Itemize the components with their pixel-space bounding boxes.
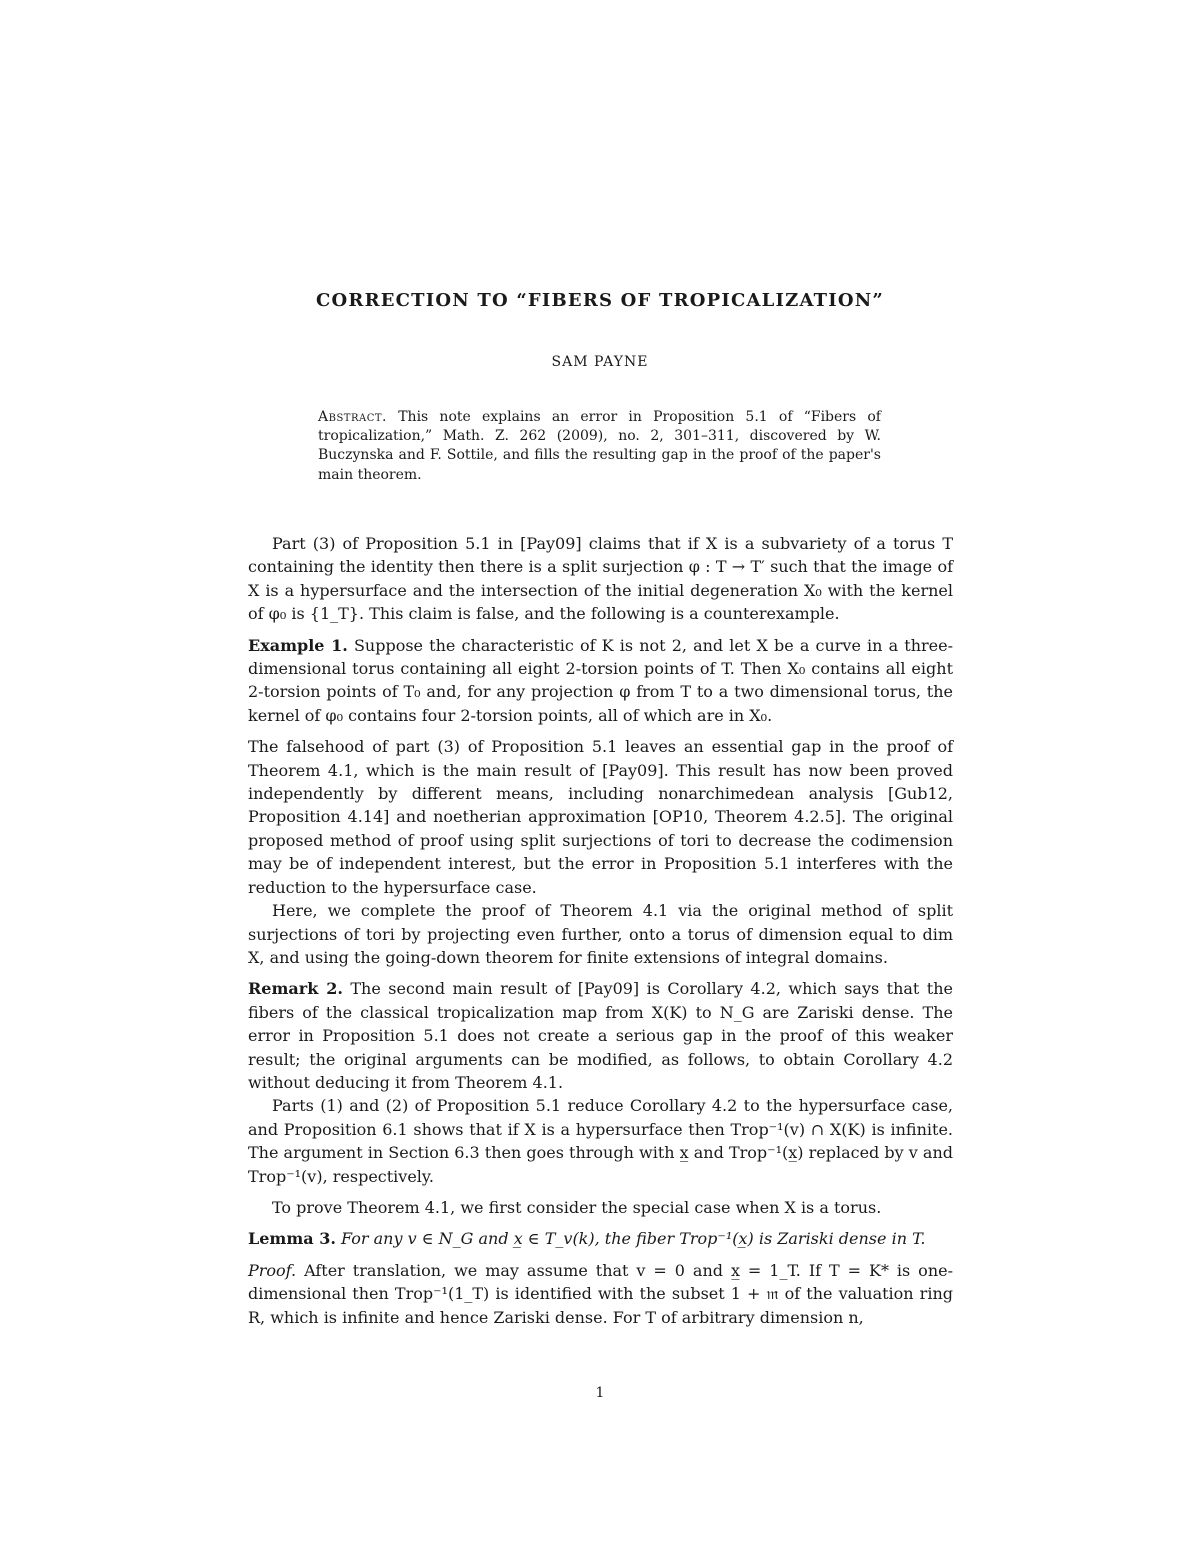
page-number: 1 xyxy=(595,1385,605,1401)
paragraph-text: Part (3) of Proposition 5.1 in [Pay09] claims that if X is a subvariety of a torus T containing the identity then there is a split surjection φ : T → T′ such that the image of X is a hypersurface and the intersection of the initial degeneration X₀ with the kernel of φ₀ is {1_T}. This claim is false, and the following is a counterexample. xyxy=(248,534,953,624)
lemma-3 xyxy=(248,1227,953,1250)
example-text: Suppose the characteristic of K is not 2, and let X be a curve in a three-dimensional torus containing all eight 2-torsion points of T. Then X₀ contains all eight 2-torsion points of T₀ and, for any projection φ from T to a two dimensional torus, the kernel of φ₀ contains four 2-torsion points, all of which are in X₀. xyxy=(248,635,954,725)
paragraph-here xyxy=(248,899,953,969)
proof xyxy=(248,1259,953,1329)
paragraph-text: Here, we complete the proof of Theorem 4.1 via the original method of split surjections of tori by projecting even further, onto a torus of dimension equal to dim X, and using the going-down theorem for finite extensions of integral domains. xyxy=(248,901,953,967)
example-label: Example 1. xyxy=(248,635,348,655)
remark-label: Remark 2. xyxy=(248,979,343,999)
abstract-text: This note explains an error in Proposition 5.1 of “Fibers of tropicalization,” Math. Z. 262 (2009), no. 2, 301–311, discovered by W. Buczynska and F. Sottile, and fills the resulting gap in the proof of the paper's main theorem. xyxy=(318,409,881,483)
lemma-label: Lemma 3. xyxy=(248,1229,336,1249)
paragraph-parts xyxy=(248,1094,953,1188)
paragraph-text: Parts (1) and (2) of Proposition 5.1 reduce Corollary 4.2 to the hypersurface case, and Proposition 6.1 shows that if X is a hypersurface then Trop⁻¹(v) ∩ X(K) is infinite. The argument in Section 6.3 then goes through with x̲ and Trop⁻¹(x̲) replaced by v and Trop⁻¹(v), respectively. xyxy=(248,1096,953,1186)
abstract-label: Abstract. xyxy=(318,409,388,425)
paragraph-to-prove xyxy=(248,1196,953,1219)
abstract xyxy=(318,408,881,485)
paper-body xyxy=(248,532,953,1329)
paragraph-text: To prove Theorem 4.1, we first consider the special case when X is a torus. xyxy=(272,1197,882,1217)
paragraph-falsehood xyxy=(248,735,953,899)
remark-2 xyxy=(248,977,953,1094)
proof-text: After translation, we may assume that v = 0 and x̲ = 1_T. If T = K* is one-dimensional then Trop⁻¹(1_T) is identified with the subset 1 + 𝔪 of the valuation ring R, which is infinite and hence Zariski dense. For T of arbitrary dimension n, xyxy=(248,1260,953,1327)
remark-text: The second main result of [Pay09] is Corollary 4.2, which says that the fibers of the classical tropicalization map from X(K) to N_G are Zariski dense. The error in Proposition 5.1 does not create a serious gap in the proof of this weaker result; the original arguments can be modified, as follows, to obtain Corollary 4.2 without deducing it from Theorem 4.1. xyxy=(248,979,954,1092)
paragraph-text: The falsehood of part (3) of Proposition 5.1 leaves an essential gap in the proof of Theorem 4.1, which is the main result of [Pay09]. This result has now been proved independently by different means, including nonarchimedean analysis [Gub12, Proposition 4.14] and noetherian approximation [OP10, Theorem 4.2.5]. The original proposed method of proof using split surjections of tori to decrease the codimension may be of independent interest, but the error in Proposition 5.1 interferes with the reduction to the hypersurface case. xyxy=(248,737,953,897)
lemma-text: For any v ∈ N_G and x̲ ∈ T_v(k), the fiber Trop⁻¹(x̲) is Zariski dense in T. xyxy=(341,1229,926,1249)
paragraph-part-3 xyxy=(248,532,953,626)
paper-author: SAM PAYNE xyxy=(551,354,649,370)
proof-label: Proof. xyxy=(248,1260,297,1280)
example-1 xyxy=(248,634,953,728)
paper-title: CORRECTION TO “FIBERS OF TROPICALIZATION” xyxy=(316,290,884,311)
